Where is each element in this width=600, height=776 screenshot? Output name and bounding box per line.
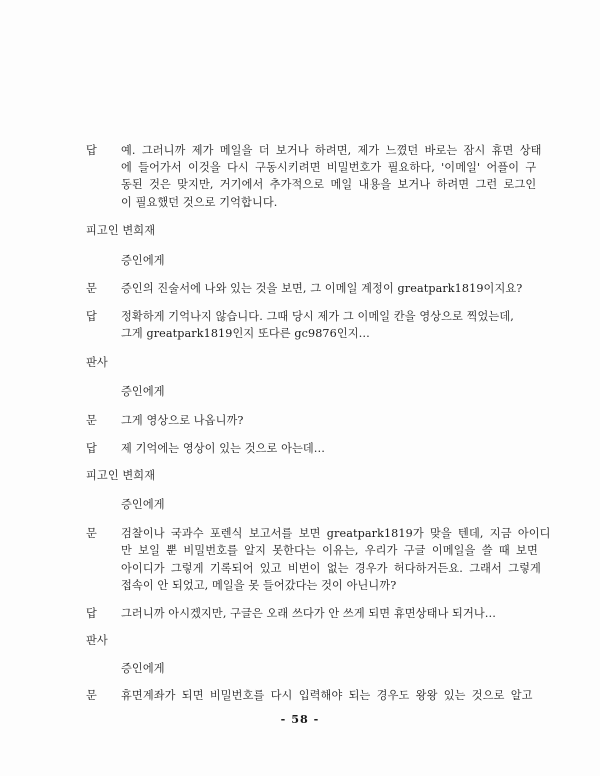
transcript-line: 증인의 진술서에 나와 있는 것을 보면, 그 이메일 계정이 greatpark1819이지요? bbox=[121, 282, 523, 295]
qa-marker: 문 bbox=[86, 414, 97, 427]
addressee-label: 증인에게 bbox=[121, 385, 165, 398]
transcript-line: 정확하게 기억나지 않습니다. 그때 당시 제가 그 이메일 칸을 영상으로 찍었는데, bbox=[121, 310, 514, 323]
qa-marker: 답 bbox=[86, 442, 97, 455]
speaker-label: 판사 bbox=[86, 634, 108, 647]
transcript-line: 동된 것은 맞지만, 거기에서 추가적으로 메일 내용을 보거나 하려면 그런 로그인 bbox=[121, 178, 537, 191]
qa-marker: 문 bbox=[86, 282, 97, 295]
transcript-line: 제 기억에는 영상이 있는 것으로 아는데… bbox=[121, 442, 326, 455]
transcript-line: 만 보일 뿐 비밀번호를 알지 못한다는 이유는, 우리가 구글 이메일을 쓸 때 보면 bbox=[121, 544, 538, 557]
speaker-label: 판사 bbox=[86, 356, 108, 369]
transcript-line: 접속이 안 되었고, 메일을 못 들어갔다는 것이 아닌니까? bbox=[121, 579, 397, 592]
transcript-line: 그러니까 아시겠지만, 구글은 오래 쓰다가 안 쓰게 되면 휴면상태나 되거나… bbox=[121, 607, 497, 620]
transcript-line: 아이디가 그렇게 기록되어 있고 비번이 없는 경우가 허다하거든요. 그래서 그렇게 bbox=[121, 562, 541, 575]
page-number: - 58 - bbox=[280, 712, 320, 726]
transcript-line: 이 필요했던 것으로 기억합니다. bbox=[121, 196, 278, 209]
addressee-label: 증인에게 bbox=[121, 498, 165, 511]
transcript-line: 휴면계좌가 되면 비밀번호를 다시 입력해야 되는 경우도 왕왕 있는 것으로 알고 bbox=[121, 689, 533, 702]
qa-marker: 답 bbox=[86, 607, 97, 620]
speaker-label: 피고인 변희재 bbox=[86, 224, 156, 237]
addressee-label: 증인에게 bbox=[121, 662, 165, 675]
addressee-label: 증인에게 bbox=[121, 254, 165, 267]
speaker-label: 피고인 변희재 bbox=[86, 469, 156, 482]
transcript-line: 예. 그러니까 제가 메일을 더 보거나 하려면, 제가 느꼈던 바로는 잠시 휴면 상태 bbox=[121, 144, 542, 157]
transcript-line: 그게 영상으로 나옵니까? bbox=[121, 414, 244, 427]
qa-marker: 답 bbox=[86, 310, 97, 323]
transcript-line: 검찰이나 국과수 포렌식 보고서를 보면 greatpark1819가 맞을 텐데, 지금 아이디 bbox=[121, 527, 551, 540]
qa-marker: 문 bbox=[86, 527, 97, 540]
transcript-line: 에 들어가서 이것을 다시 구동시키려면 비밀번호가 필요하다, '이메일' 어플이 구 bbox=[121, 161, 537, 174]
transcript-line: 그게 greatpark1819인지 또다른 gc9876인지… bbox=[121, 327, 370, 340]
qa-marker: 답 bbox=[86, 144, 97, 157]
qa-marker: 문 bbox=[86, 689, 97, 702]
